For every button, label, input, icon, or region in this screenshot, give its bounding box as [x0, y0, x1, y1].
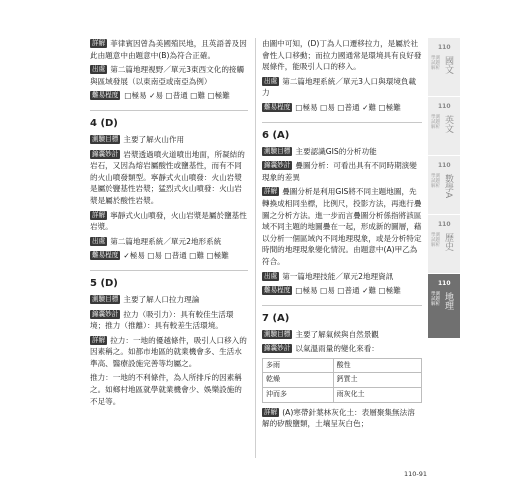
tab-math[interactable] — [428, 156, 460, 215]
explain-tag: 詳解 — [92, 335, 106, 344]
difficulty-tag: 難易程度 — [92, 251, 119, 260]
objective-tag: 測驗目標 — [92, 134, 119, 143]
section-separator — [262, 122, 422, 123]
question-7 — [262, 312, 422, 430]
question-5 — [90, 277, 248, 407]
question-4 — [90, 117, 248, 262]
q6-pre-difficulty: □極易 □易 □普通 ✓難 □極難 — [295, 102, 401, 112]
q6-difficulty: □極易 □易 □普通 ✓難 □極難 — [295, 286, 401, 296]
objective-tag: 測驗目標 — [92, 294, 119, 303]
tab-subject: 地理 — [443, 292, 453, 310]
difficulty-tag: 難易程度 — [92, 91, 119, 100]
source-tag: 出處 — [92, 65, 106, 74]
subject-tab-strip — [428, 38, 460, 474]
tab-year: 110 — [438, 103, 451, 110]
q6-preface — [262, 38, 422, 114]
q6-explain: 疊圖分析是利用GIS將不同主題地圖，先轉換成相同坐標，比例尺，投影方法，再進行疊圖之分析方法。進一步而言疊圖分析係指將該區域不同主題的地圖疊在一起，形成新的圖層，藉以分析一個區域內不同地理現象，或是分析特定時間的地理現象變化情況。由題意中(A)甲乙為符合。 — [262, 187, 422, 266]
tab-subject: 國文 — [443, 56, 453, 74]
tab-subject: 歷史 — [443, 233, 453, 251]
source-tag: 出處 — [264, 271, 278, 280]
table-cell: 多雨 — [263, 358, 334, 373]
page-number: 110-91 — [404, 470, 428, 478]
q3-source: 第二篇地理視野／單元3東西文化的接觸與區域發展（以東南亞或南亞為例） — [90, 65, 245, 86]
q7-header: 7 (A) — [262, 312, 290, 324]
tab-caption: 學測試題解析 — [431, 292, 440, 307]
q4-header: 4 (D) — [90, 117, 118, 129]
q6-objective: 主要認識GIS的分析功能 — [295, 146, 377, 156]
q6-source: 第一篇地理技能／單元2地理資訊 — [282, 271, 394, 281]
q5-explain-pull: 拉力：一地的優越條件，吸引人口移入的因素稱之。如都市地區的就業機會多、生活水準高、醫療設施完善等均屬之。 — [90, 335, 247, 368]
section-separator — [262, 305, 422, 306]
difficulty-tag: 難易程度 — [264, 102, 291, 111]
tab-year: 110 — [438, 162, 451, 169]
q4-objective: 主要了解火山作用 — [123, 134, 185, 144]
analysis-tag: 錦囊妙計 — [264, 161, 291, 170]
question-6 — [262, 129, 422, 297]
tab-caption: 學測試題解析 — [431, 115, 440, 130]
left-column — [90, 38, 248, 410]
column-divider — [255, 38, 256, 458]
explain-tag: 詳解 — [264, 187, 278, 196]
table-row — [263, 373, 422, 388]
tab-history[interactable] — [428, 215, 460, 274]
right-column — [262, 38, 422, 433]
q3-explain: 菲律賓因曾為美國殖民地，且英語普及因此由題意中由題意中(B)為符合正確。 — [90, 39, 247, 60]
tab-subject: 數學A — [443, 174, 453, 199]
source-tag: 出處 — [92, 236, 106, 245]
analysis-tag: 錦囊妙計 — [92, 309, 119, 318]
q5-explain-push: 推力：一地的不利條件，為人所排斥的因素稱之。如鄉村地區就學就業機會少、娛樂設施的不足等。 — [90, 373, 242, 406]
tab-geography[interactable] — [428, 274, 460, 339]
explain-tag: 詳解 — [92, 210, 106, 219]
tab-english[interactable] — [428, 97, 460, 156]
tab-caption: 學測試題解析 — [431, 174, 440, 189]
table-cell: 乾燥 — [263, 373, 334, 388]
tab-caption: 學測試題解析 — [431, 233, 440, 248]
q6-analysis: 疊圖分析：可看出具有不同時期演變現象的差異 — [262, 161, 417, 182]
objective-tag: 測驗目標 — [264, 329, 291, 338]
table-cell: 鈣質土 — [333, 373, 421, 388]
table-cell: 沖而多 — [263, 388, 334, 403]
difficulty-tag: 難易程度 — [264, 286, 291, 295]
tab-caption: 學測試題解析 — [431, 56, 440, 71]
q6-pre-source: 第二篇地理系統／單元3人口與環境負載力 — [262, 76, 417, 98]
q7-objective: 主要了解氣候與自然景觀 — [295, 329, 379, 339]
table-row — [263, 358, 422, 373]
section-separator — [90, 270, 248, 271]
climate-soil-table — [262, 358, 422, 403]
q3-difficulty: □極易 ✓易 □普通 □難 □極難 — [124, 91, 230, 101]
tab-year: 110 — [438, 221, 451, 228]
analysis-tag: 錦囊妙計 — [264, 344, 291, 353]
tab-chinese[interactable] — [428, 38, 460, 97]
q4-difficulty: ✓極易 □易 □普通 □難 □極難 — [123, 251, 229, 261]
table-cell: 雨灰化土 — [333, 388, 421, 403]
analysis-tag: 錦囊妙計 — [92, 149, 119, 158]
tab-year: 110 — [438, 280, 451, 287]
explain-tag: 詳解 — [92, 39, 106, 47]
q7-explain: (A)寒帶針葉林灰化土：表層聚集無法溶解的矽酸鹽類，土壤呈灰白色； — [262, 407, 415, 429]
explain-tag: 詳解 — [264, 407, 278, 416]
section-separator — [90, 110, 248, 111]
q6-pre-text: 由圖中可知，(D)丁為人口遷移拉力，是屬於社會性人口移動；而拉力國通常是環境具有良好發展條件，能吸引人口的移入。 — [262, 39, 422, 72]
q7-analysis: 以氣溫雨量的變化來看： — [295, 344, 379, 354]
table-row — [263, 388, 422, 403]
table-cell: 酸性 — [333, 358, 421, 373]
q5-header: 5 (D) — [90, 277, 118, 289]
q3-continued — [90, 38, 248, 102]
q5-analysis: 拉力（吸引力）：具有較佳生活環境；推力（推離）：具有較差生活環境。 — [90, 309, 234, 331]
q4-source: 第二篇地理系統／單元2地形系統 — [110, 236, 222, 246]
q4-analysis: 岩漿透過噴火道噴出地面，所凝結的岩石，又因為熔岩屬酸性或鹽基性，而有不同的火山噴發類型。寧靜式火山噴發：火山岩漿是屬於鹽基性岩漿；猛烈式火山噴發：火山岩漿是屬於酸性岩漿。 — [90, 149, 245, 205]
tab-year: 110 — [438, 44, 451, 51]
objective-tag: 測驗目標 — [264, 146, 291, 155]
q6-header: 6 (A) — [262, 129, 290, 141]
q5-objective: 主要了解人口拉力理論 — [123, 294, 200, 304]
tab-subject: 英文 — [443, 115, 453, 133]
source-tag: 出處 — [264, 76, 278, 85]
q4-explain: 寧靜式火山噴發，火山岩漿是屬於鹽基性岩漿。 — [90, 210, 247, 232]
